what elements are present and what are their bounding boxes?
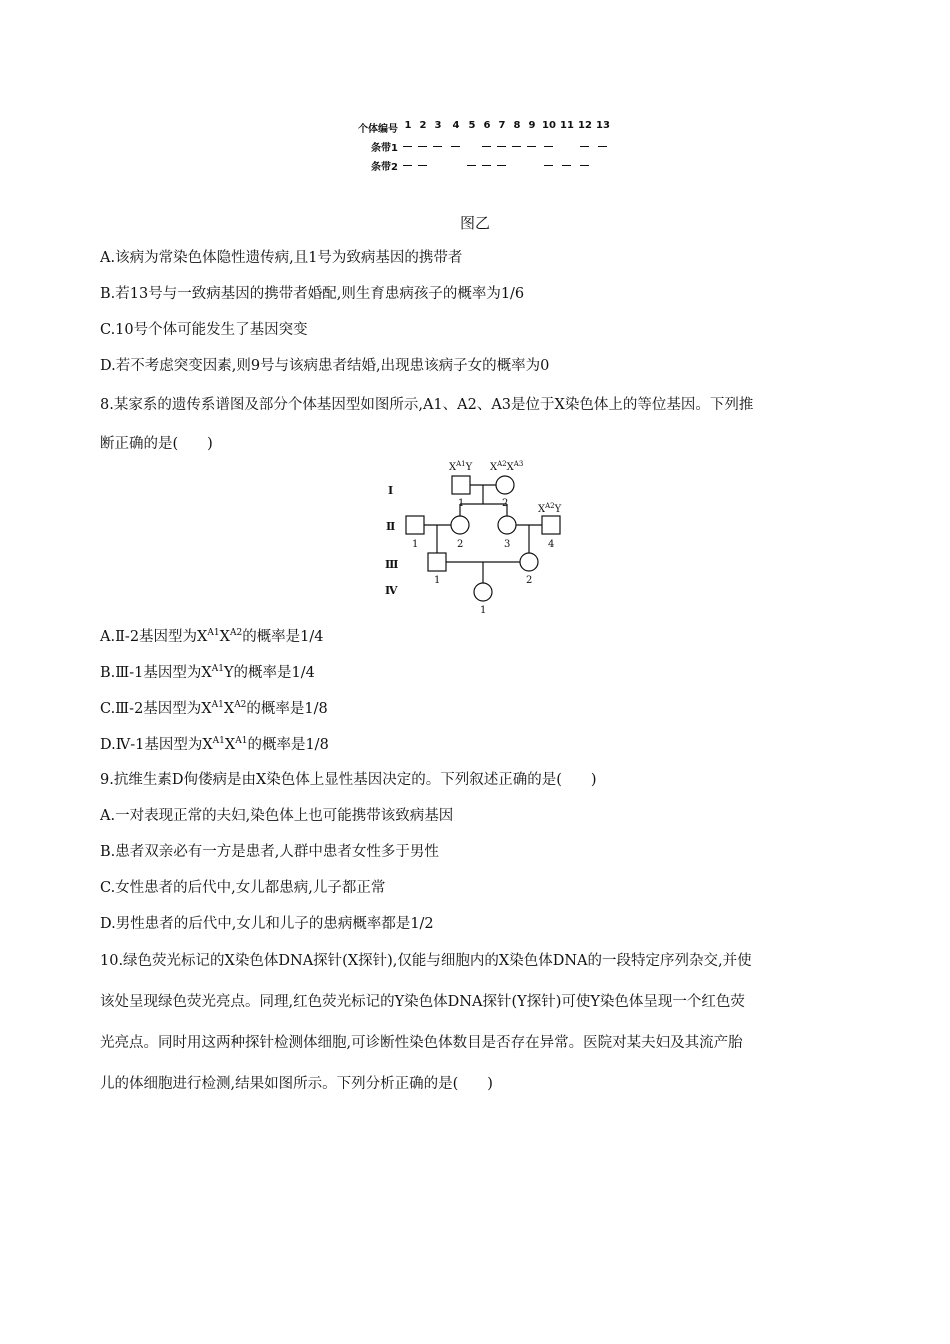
- band-row-2-label: 条带2: [371, 162, 398, 173]
- individual-number: 4: [452, 120, 460, 131]
- individual-number: 6: [483, 120, 491, 131]
- genotype-I1: $X^{A1}Y$: [449, 460, 473, 473]
- q9-option-d: D.男性患者的后代中,女儿和儿子的患病概率都是1/2: [100, 916, 434, 932]
- generation-label-3: Ⅲ: [385, 558, 399, 571]
- band-mark: [467, 165, 476, 166]
- band-mark: [580, 165, 589, 166]
- band-mark: [544, 165, 553, 166]
- generation-label-2: Ⅱ: [386, 520, 396, 533]
- number-III2: 2: [526, 575, 533, 586]
- individual-II3-female: [498, 516, 516, 534]
- individual-II4-male: [542, 516, 560, 534]
- q7-option-c: C.10号个体可能发生了基因突变: [100, 322, 308, 338]
- q9-option-a: A.一对表现正常的夫妇,染色体上也可能携带该致病基因: [100, 808, 454, 824]
- q7-option-d: D.若不考虑突变因素,则9号与该病患者结婚,出现患该病子女的概率为0: [100, 358, 550, 374]
- q9-stem: 9.抗维生素D佝偻病是由X染色体上显性基因决定的。下列叙述正确的是( ): [100, 772, 597, 788]
- band-mark: [562, 165, 571, 166]
- band-mark: [418, 146, 427, 147]
- individual-number: 8: [513, 120, 521, 131]
- generation-label-4: Ⅳ: [385, 584, 398, 597]
- q10-line2: 该处呈现绿色荧光亮点。同理,红色荧光标记的Y染色体DNA探针(Y探针)可使Y染色体呈现一个红色荧: [100, 994, 745, 1010]
- q8-option-c: C.Ⅲ-2基因型为$X^{A1}X^{A2}$的概率是1/8: [100, 700, 328, 717]
- number-I2: 2: [502, 498, 509, 509]
- band-mark: [403, 146, 412, 147]
- individual-number: 7: [498, 120, 506, 131]
- band-mark: [497, 165, 506, 166]
- individual-number: 11: [560, 120, 574, 131]
- q8-stem-line2: 断正确的是( ): [100, 436, 213, 452]
- genotype-II4: $X^{A2}Y$: [538, 502, 562, 515]
- number-II3: 3: [504, 539, 511, 550]
- individual-number: 9: [528, 120, 536, 131]
- band-mark: [598, 146, 607, 147]
- q10-line1: 10.绿色荧光标记的X染色体DNA探针(X探针),仅能与细胞内的X染色体DNA的一段特定序列杂交,并使: [100, 953, 752, 969]
- individual-number: 10: [542, 120, 556, 131]
- individual-number: 3: [434, 120, 442, 131]
- number-II4: 4: [548, 539, 555, 550]
- band-mark: [403, 165, 412, 166]
- individual-III2-female: [520, 553, 538, 571]
- band-mark: [451, 146, 460, 147]
- band-mark: [418, 165, 427, 166]
- q9-option-c: C.女性患者的后代中,女儿都患病,儿子都正常: [100, 880, 386, 896]
- band-mark: [482, 165, 491, 166]
- generation-label-1: Ⅰ: [388, 484, 394, 497]
- individual-I1-male: [452, 476, 470, 494]
- band-mark: [580, 146, 589, 147]
- figure-caption: 图乙: [459, 214, 490, 232]
- individual-II2-female: [451, 516, 469, 534]
- q10-line3: 光亮点。同时用这两种探针检测体细胞,可诊断性染色体数目是否存在异常。医院对某夫妇及其流产胎: [100, 1035, 743, 1051]
- individual-II1-male: [406, 516, 424, 534]
- band-mark: [544, 146, 553, 147]
- q8-option-a: A.Ⅱ-2基因型为$X^{A1}X^{A2}$的概率是1/4: [100, 628, 324, 645]
- number-IV1: 1: [480, 605, 487, 616]
- band-mark: [482, 146, 491, 147]
- band-row-1-label: 条带1: [371, 143, 398, 154]
- q8-option-d: D.Ⅳ-1基因型为$X^{A1}X^{A1}$的概率是1/8: [100, 736, 329, 753]
- number-I1: 1: [458, 498, 465, 509]
- band-mark: [497, 146, 506, 147]
- band-mark: [512, 146, 521, 147]
- q7-option-a: A.该病为常染色体隐性遗传病,且1号为致病基因的携带者: [100, 250, 463, 266]
- q9-option-b: B.患者双亲必有一方是患者,人群中患者女性多于男性: [100, 844, 439, 860]
- individual-IV1-female: [474, 583, 492, 601]
- number-II2: 2: [457, 539, 464, 550]
- pedigree-diagram: [370, 456, 610, 616]
- individual-number: 5: [468, 120, 476, 131]
- band-header-label: 个体编号: [358, 124, 398, 135]
- number-II1: 1: [412, 539, 419, 550]
- number-III1: 1: [434, 575, 441, 586]
- band-mark: [433, 146, 442, 147]
- q10-line4: 儿的体细胞进行检测,结果如图所示。下列分析正确的是( ): [100, 1076, 493, 1092]
- individual-number: 13: [596, 120, 610, 131]
- individual-number: 12: [578, 120, 592, 131]
- individual-number: 2: [419, 120, 427, 131]
- individual-I2-female: [496, 476, 514, 494]
- individual-number: 1: [404, 120, 412, 131]
- individual-III1-male: [428, 553, 446, 571]
- q7-option-b: B.若13号与一致病基因的携带者婚配,则生育患病孩子的概率为1/6: [100, 286, 525, 302]
- q8-stem-line1: 8.某家系的遗传系谱图及部分个体基因型如图所示,A1、A2、A3是位于X染色体上的等位基因。下列推: [100, 397, 754, 413]
- band-mark: [527, 146, 536, 147]
- q8-option-b: B.Ⅲ-1基因型为$X^{A1}Y$的概率是1/4: [100, 664, 315, 681]
- genotype-I2: $X^{A2}X^{A3}$: [490, 460, 524, 473]
